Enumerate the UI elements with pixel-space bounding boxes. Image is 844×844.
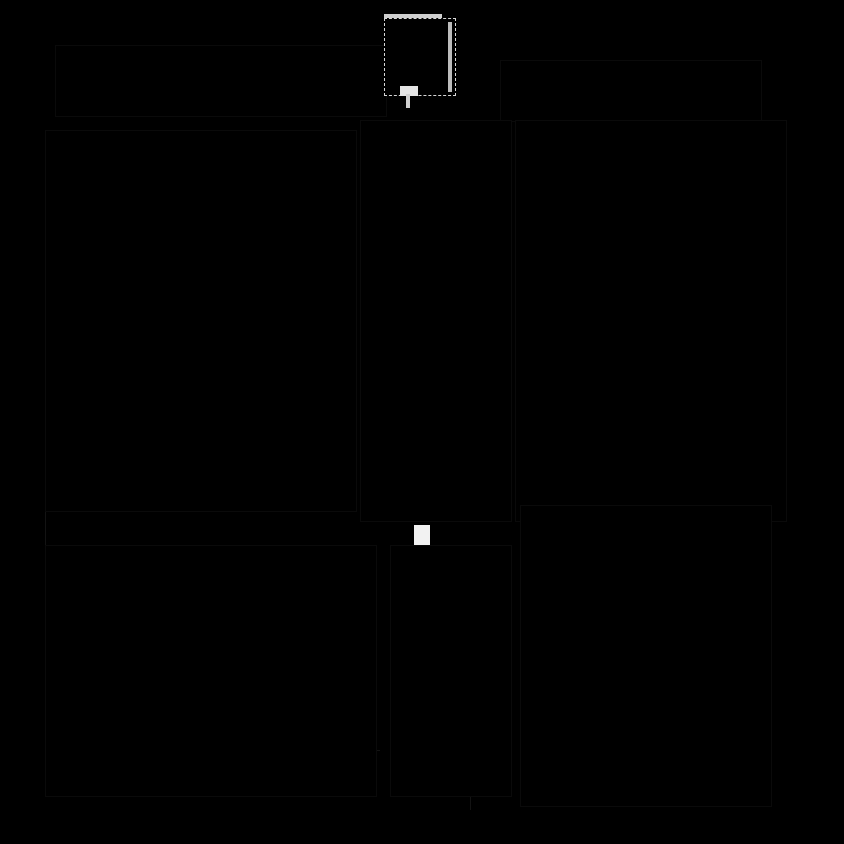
- left-column: [45, 130, 357, 512]
- dialog-scroll-edge[interactable]: [448, 22, 452, 92]
- lower-right-panel: [520, 505, 772, 807]
- center-column: [360, 120, 512, 522]
- lower-center-panel: [390, 545, 512, 797]
- right-column: [515, 120, 787, 522]
- dialog-pointer-stem: [406, 94, 410, 108]
- popup-dialog[interactable]: [384, 18, 456, 96]
- top-right-panel: [500, 60, 762, 122]
- lower-left-panel: [45, 545, 377, 797]
- top-left-panel: [55, 45, 387, 117]
- selection-marker[interactable]: [414, 525, 430, 545]
